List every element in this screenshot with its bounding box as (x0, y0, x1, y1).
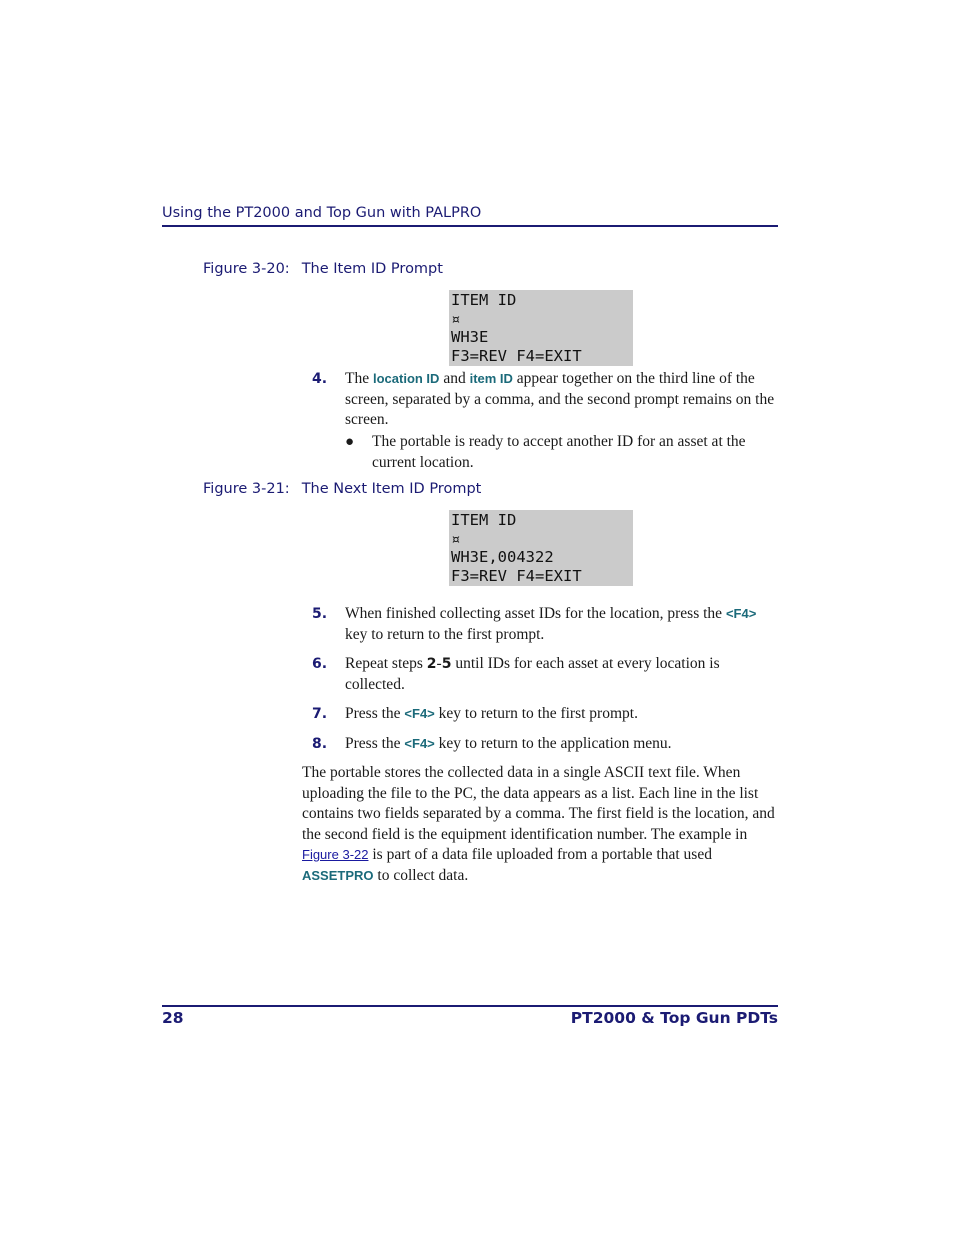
page-number: 28 (162, 1009, 184, 1027)
screen-line: ¤ (451, 309, 461, 328)
text-run: When finished collecting asset IDs for the location, press the (345, 605, 726, 622)
step-ref: 5 (441, 656, 452, 672)
screen-line: F3=REV F4=EXIT (451, 566, 582, 585)
screen-line: WH3E,004322 (451, 548, 554, 566)
running-title: Using the PT2000 and Top Gun with PALPRO (162, 205, 482, 221)
figure-label: Figure 3-21: (203, 481, 290, 497)
keyword-location-id: location ID (372, 371, 440, 386)
text-run: and (439, 370, 470, 387)
screen-line: WH3E (451, 328, 489, 346)
step-ref: 2 (426, 656, 437, 672)
step-6 (312, 654, 780, 695)
book-title: PT2000 & Top Gun PDTs (570, 1009, 778, 1027)
running-header (162, 205, 778, 227)
text-run: Press the (345, 735, 405, 752)
step-number: 6. (312, 656, 328, 672)
text-run: - (436, 655, 442, 672)
next-item-id-prompt-screen (449, 510, 633, 586)
keyword-assetpro: ASSETPRO (302, 867, 374, 883)
text-run: key to return to the first prompt. (345, 625, 545, 643)
keyword-f4: <F4> (404, 736, 435, 751)
text-run: is part of a data file uploaded from a portable that used (368, 846, 712, 863)
text-run: The portable stores the collected data in a single ASCII text file. When uploading the file to the PC, the data appears as a list. Each line in the list contains two fields separated by a comma. The first field is the location, and the second field is the equipment identification number. The example in (302, 764, 775, 843)
step-number: 5. (312, 606, 328, 622)
screen-line: ¤ (451, 529, 461, 548)
step-number: 7. (312, 706, 328, 722)
step-5 (312, 604, 780, 645)
item-id-prompt-screen (449, 290, 633, 366)
figure-3-22-link[interactable]: Figure 3-22 (302, 847, 369, 862)
bullet-item (345, 432, 777, 473)
screen-line: ITEM ID (451, 291, 517, 309)
text-run: key to return to the application menu. (434, 735, 672, 752)
figure-3-21-caption (203, 481, 481, 497)
screen-line: F3=REV F4=EXIT (451, 346, 582, 365)
keyword-item-id: item ID (469, 371, 513, 386)
figure-title: The Item ID Prompt (301, 261, 443, 277)
step-text (345, 654, 780, 695)
figure-label: Figure 3-20: (203, 261, 290, 277)
step-text (345, 704, 780, 725)
page-footer (162, 1005, 778, 1027)
step-text (345, 369, 780, 431)
body-paragraph (302, 763, 778, 886)
step-number: 8. (312, 736, 328, 752)
text-run: Press the (345, 705, 405, 722)
text-run: appear together on the third line of the screen, separated by a comma, and the second prompt remains on the screen. (345, 370, 775, 428)
step-4 (312, 369, 780, 431)
text-run: The (345, 370, 373, 387)
bullet-text: The portable is ready to accept another ID for an asset at the current location. (372, 433, 746, 471)
bullet-icon: ● (345, 434, 355, 450)
figure-title: The Next Item ID Prompt (301, 481, 482, 497)
step-number: 4. (312, 371, 328, 387)
screen-line: ITEM ID (451, 511, 517, 529)
figure-3-20-caption (203, 261, 443, 277)
text-run: key to return to the first prompt. (434, 705, 638, 722)
step-8 (312, 734, 780, 755)
text-run: until IDs for each asset at every location is collected. (345, 655, 720, 693)
keyword-f4: <F4> (404, 706, 435, 721)
text-run: to collect data. (373, 866, 469, 884)
step-text (345, 734, 780, 755)
step-7 (312, 704, 780, 725)
step-text (345, 604, 780, 645)
keyword-f4: <F4> (725, 606, 757, 621)
text-run: Repeat steps (345, 655, 427, 672)
